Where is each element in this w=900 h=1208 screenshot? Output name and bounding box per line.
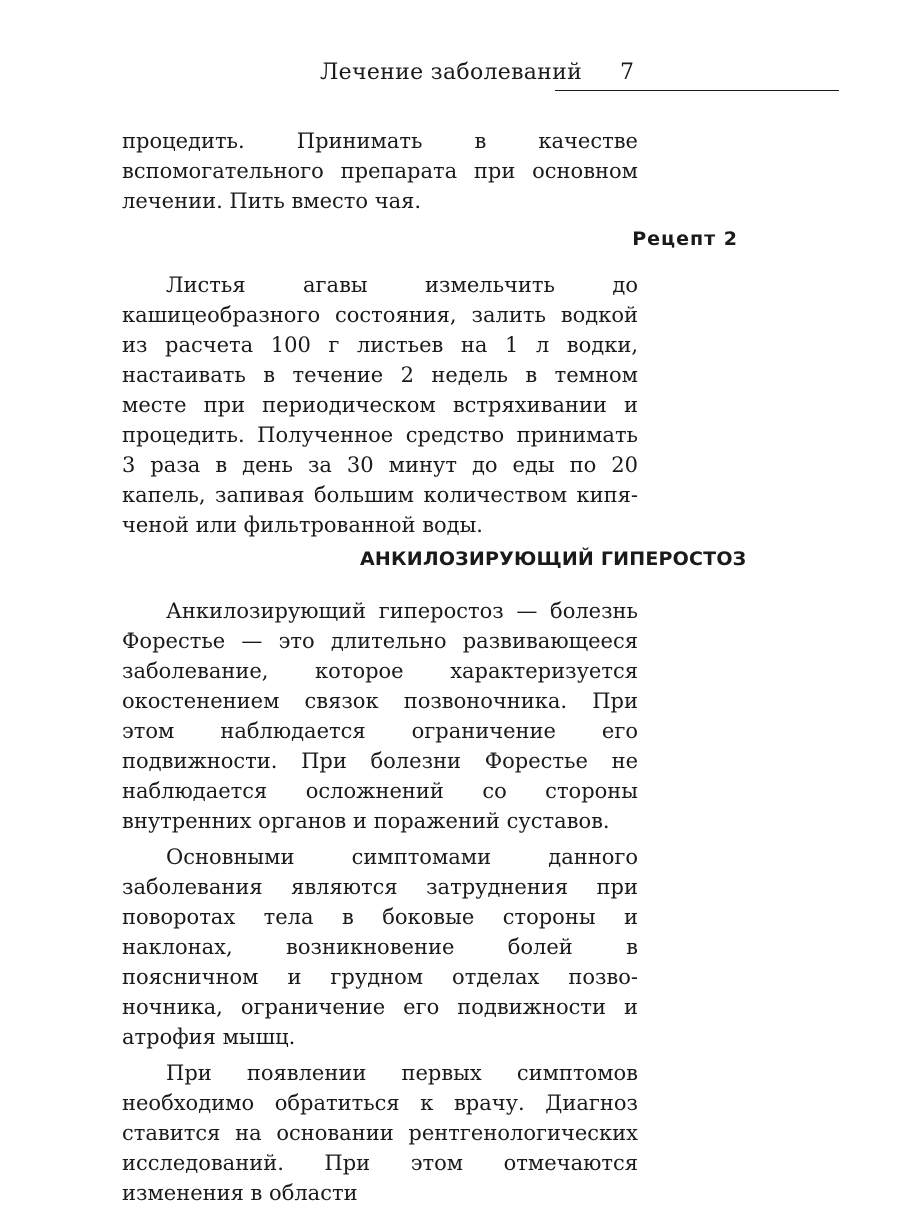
recipe-heading: Рецепт 2 — [632, 228, 738, 250]
running-head-title: Лечение заболеваний — [320, 60, 583, 85]
section-paragraph-3: При появлении первых симптомов необходимо обратиться к врачу. Диагноз ставится на основании рентгенологических исследований. При этом отмечаются изменения в области — [122, 1061, 638, 1205]
continuation-block — [122, 126, 638, 216]
recipe-paragraph: Листья агавы измельчить до кашицеобразного состояния, залить водкой из расчета 100 г листьев на 1 л водки, настаивать в течение 2 недель в темном месте при периодическом встряхивании и процедить. Полученное средство принимать 3 раза в день за 30 минут до еды по 20 капель, запивая большим количеством кипяченой или фильтрованной воды. — [122, 273, 638, 537]
page-number: 7 — [620, 60, 634, 85]
section-body — [122, 596, 638, 1208]
section-heading: АНКИЛОЗИРУЮЩИЙ ГИПЕРОСТОЗ — [360, 548, 747, 570]
header-rule — [555, 90, 839, 91]
section-paragraph-1: Анкилозирующий гиперостоз — болезнь Форестье — это длительно развивающееся заболевание, которое характеризуется окостенением связок позвоночника. При этом наблюдается ограничение его подвижности. При болезни Форестье не наблюдается осложнений со стороны внутренних органов и поражений суставов. — [122, 599, 638, 833]
continuation-paragraph: процедить. Принимать в качестве вспомогательного препарата при основном лечении. Пить вместо чая. — [122, 129, 638, 213]
recipe-block — [122, 270, 638, 540]
section-paragraph-2: Основными симптомами данного заболевания являются затруднения при поворотах тела в боковые стороны и наклонах, возникновение болей в поясничном и грудном отделах позвоночника, ограничение его подвижности и атрофия мышц. — [122, 845, 638, 1049]
